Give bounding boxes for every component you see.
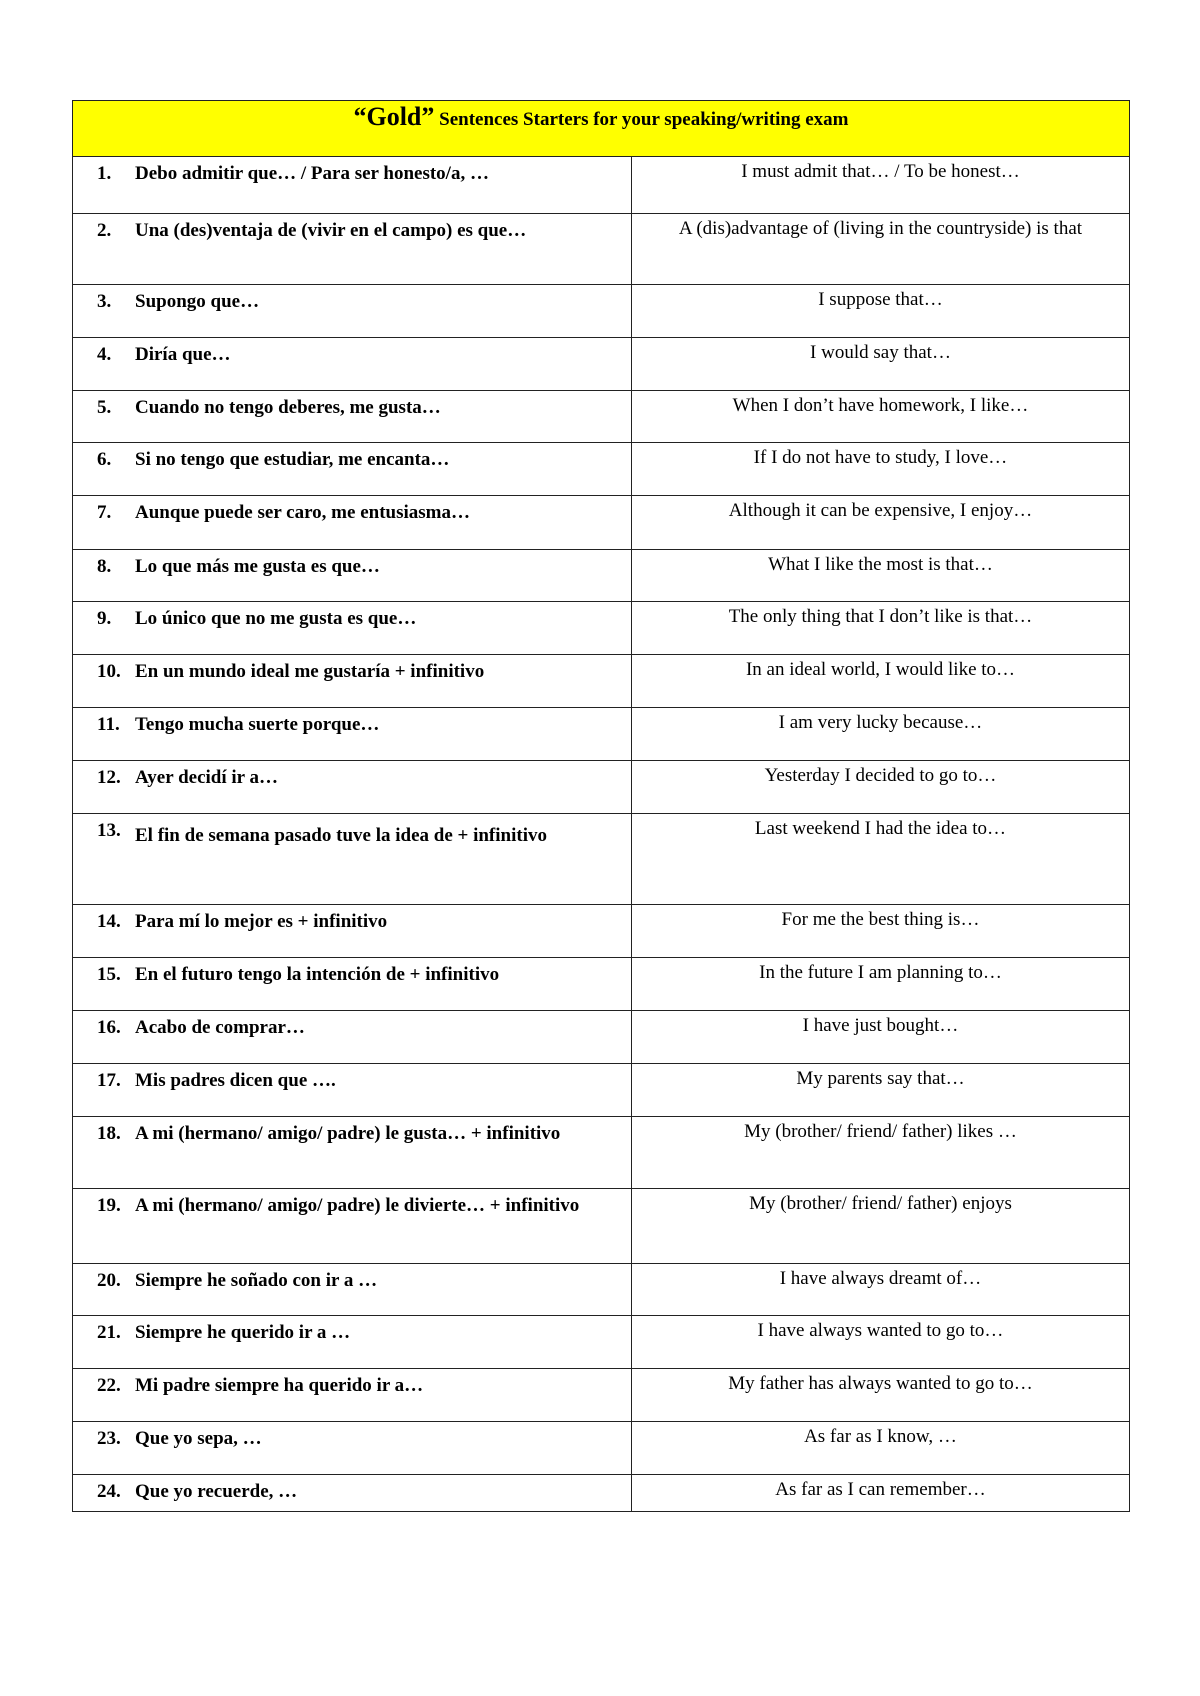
spanish-cell bbox=[73, 905, 632, 958]
table-row bbox=[73, 655, 1130, 708]
spanish-cell bbox=[73, 958, 632, 1011]
spanish-starter: Si no tengo que estudiar, me encanta… bbox=[135, 449, 450, 470]
spanish-starter: El fin de semana pasado tuve la idea de + infinitivo bbox=[135, 825, 547, 846]
spanish-starter: Que yo sepa, … bbox=[135, 1428, 262, 1449]
english-translation: My (brother/ friend/ father) enjoys bbox=[632, 1189, 1130, 1264]
spanish-cell bbox=[73, 550, 632, 602]
row-number: 8. bbox=[97, 556, 112, 577]
table-row bbox=[73, 157, 1130, 214]
english-translation: I must admit that… / To be honest… bbox=[632, 157, 1130, 214]
english-translation: If I do not have to study, I love… bbox=[632, 443, 1130, 496]
table-row bbox=[73, 1064, 1130, 1117]
english-translation: My parents say that… bbox=[632, 1064, 1130, 1117]
sentence-starters-table bbox=[72, 100, 1130, 1512]
table-row bbox=[73, 1316, 1130, 1369]
table-row bbox=[73, 443, 1130, 496]
table-row bbox=[73, 1475, 1130, 1512]
spanish-starter: A mi (hermano/ amigo/ padre) le divierte… + infinitivo bbox=[135, 1195, 580, 1216]
spanish-cell bbox=[73, 391, 632, 443]
english-translation: I would say that… bbox=[632, 338, 1130, 391]
table-row bbox=[73, 708, 1130, 761]
spanish-starter: Debo admitir que… / Para ser honesto/a, … bbox=[135, 163, 489, 184]
title-highlight: “Gold” bbox=[353, 102, 435, 131]
row-number: 1. bbox=[97, 163, 112, 184]
english-translation: My father has always wanted to go to… bbox=[632, 1369, 1130, 1422]
row-number: 4. bbox=[97, 344, 112, 365]
english-translation: In an ideal world, I would like to… bbox=[632, 655, 1130, 708]
spanish-cell bbox=[73, 1422, 632, 1475]
spanish-cell bbox=[73, 1189, 632, 1264]
spanish-cell bbox=[73, 1475, 632, 1512]
spanish-starter: Cuando no tengo deberes, me gusta… bbox=[135, 397, 441, 418]
spanish-cell bbox=[73, 761, 632, 814]
english-translation: Although it can be expensive, I enjoy… bbox=[632, 496, 1130, 550]
table-row bbox=[73, 602, 1130, 655]
row-number: 14. bbox=[97, 911, 121, 932]
row-number: 5. bbox=[97, 397, 112, 418]
english-translation: For me the best thing is… bbox=[632, 905, 1130, 958]
spanish-starter: Que yo recuerde, … bbox=[135, 1481, 298, 1502]
spanish-cell bbox=[73, 496, 632, 550]
spanish-starter: Ayer decidí ir a… bbox=[135, 767, 279, 788]
english-translation: I suppose that… bbox=[632, 285, 1130, 338]
row-number: 9. bbox=[97, 608, 112, 629]
table-row bbox=[73, 1264, 1130, 1316]
english-translation: As far as I can remember… bbox=[632, 1475, 1130, 1512]
row-number: 17. bbox=[97, 1070, 121, 1091]
table-row bbox=[73, 761, 1130, 814]
english-translation: I am very lucky because… bbox=[632, 708, 1130, 761]
spanish-cell bbox=[73, 655, 632, 708]
spanish-cell bbox=[73, 214, 632, 285]
table-row bbox=[73, 905, 1130, 958]
spanish-cell bbox=[73, 285, 632, 338]
row-number: 3. bbox=[97, 291, 112, 312]
table-row bbox=[73, 214, 1130, 285]
spanish-starter: Diría que… bbox=[135, 344, 231, 365]
spanish-starter: Siempre he soñado con ir a … bbox=[135, 1270, 378, 1291]
table-row bbox=[73, 814, 1130, 905]
row-number: 18. bbox=[97, 1123, 121, 1144]
row-number: 2. bbox=[97, 220, 112, 241]
spanish-cell bbox=[73, 1316, 632, 1369]
spanish-cell bbox=[73, 443, 632, 496]
table-row bbox=[73, 338, 1130, 391]
title-row bbox=[73, 101, 1130, 157]
row-number: 7. bbox=[97, 502, 112, 523]
title-rest: Sentences Starters for your speaking/writing exam bbox=[434, 109, 849, 130]
spanish-starter: Aunque puede ser caro, me entusiasma… bbox=[135, 502, 470, 523]
spanish-cell bbox=[73, 1117, 632, 1189]
english-translation: I have just bought… bbox=[632, 1011, 1130, 1064]
row-number: 6. bbox=[97, 449, 112, 470]
spanish-starter: En el futuro tengo la intención de + infinitivo bbox=[135, 964, 500, 985]
row-number: 16. bbox=[97, 1017, 121, 1038]
spanish-starter: Acabo de comprar… bbox=[135, 1017, 305, 1038]
spanish-cell bbox=[73, 1369, 632, 1422]
spanish-cell bbox=[73, 338, 632, 391]
english-translation: In the future I am planning to… bbox=[632, 958, 1130, 1011]
spanish-cell bbox=[73, 1011, 632, 1064]
english-translation: Yesterday I decided to go to… bbox=[632, 761, 1130, 814]
table-row bbox=[73, 1369, 1130, 1422]
row-number: 13. bbox=[97, 820, 121, 841]
spanish-cell bbox=[73, 1264, 632, 1316]
spanish-starter: Una (des)ventaja de (vivir en el campo) es que… bbox=[135, 220, 527, 241]
spanish-starter: Lo único que no me gusta es que… bbox=[135, 608, 417, 629]
english-translation: I have always dreamt of… bbox=[632, 1264, 1130, 1316]
english-translation: My (brother/ friend/ father) likes … bbox=[632, 1117, 1130, 1189]
table-row bbox=[73, 496, 1130, 550]
table-title bbox=[73, 101, 1130, 157]
spanish-cell bbox=[73, 708, 632, 761]
english-translation: What I like the most is that… bbox=[632, 550, 1130, 602]
row-number: 24. bbox=[97, 1481, 121, 1502]
spanish-cell bbox=[73, 157, 632, 214]
spanish-starter: Tengo mucha suerte porque… bbox=[135, 714, 380, 735]
table-row bbox=[73, 958, 1130, 1011]
row-number: 10. bbox=[97, 661, 121, 682]
table-row bbox=[73, 1117, 1130, 1189]
spanish-starter: Siempre he querido ir a … bbox=[135, 1322, 351, 1343]
row-number: 15. bbox=[97, 964, 121, 985]
spanish-starter: Para mí lo mejor es + infinitivo bbox=[135, 911, 388, 932]
row-number: 21. bbox=[97, 1322, 121, 1343]
english-translation: When I don’t have homework, I like… bbox=[632, 391, 1130, 443]
row-number: 20. bbox=[97, 1270, 121, 1291]
spanish-cell bbox=[73, 1064, 632, 1117]
row-number: 19. bbox=[97, 1195, 121, 1216]
spanish-starter: En un mundo ideal me gustaría + infinitivo bbox=[135, 661, 485, 682]
english-translation: As far as I know, … bbox=[632, 1422, 1130, 1475]
english-translation: A (dis)advantage of (living in the countryside) is that bbox=[632, 214, 1130, 285]
table-row bbox=[73, 1422, 1130, 1475]
table-row bbox=[73, 1011, 1130, 1064]
spanish-starter: Supongo que… bbox=[135, 291, 260, 312]
row-number: 11. bbox=[97, 714, 120, 735]
table-row bbox=[73, 285, 1130, 338]
row-number: 22. bbox=[97, 1375, 121, 1396]
english-translation: I have always wanted to go to… bbox=[632, 1316, 1130, 1369]
spanish-starter: A mi (hermano/ amigo/ padre) le gusta… + infinitivo bbox=[135, 1123, 561, 1144]
row-number: 12. bbox=[97, 767, 121, 788]
table-row bbox=[73, 1189, 1130, 1264]
spanish-cell bbox=[73, 814, 632, 905]
spanish-starter: Lo que más me gusta es que… bbox=[135, 556, 380, 577]
english-translation: The only thing that I don’t like is that… bbox=[632, 602, 1130, 655]
spanish-starter: Mi padre siempre ha querido ir a… bbox=[135, 1375, 424, 1396]
spanish-starter: Mis padres dicen que …. bbox=[135, 1070, 336, 1091]
table-row bbox=[73, 391, 1130, 443]
english-translation: Last weekend I had the idea to… bbox=[632, 814, 1130, 905]
table-row bbox=[73, 550, 1130, 602]
row-number: 23. bbox=[97, 1428, 121, 1449]
spanish-cell bbox=[73, 602, 632, 655]
